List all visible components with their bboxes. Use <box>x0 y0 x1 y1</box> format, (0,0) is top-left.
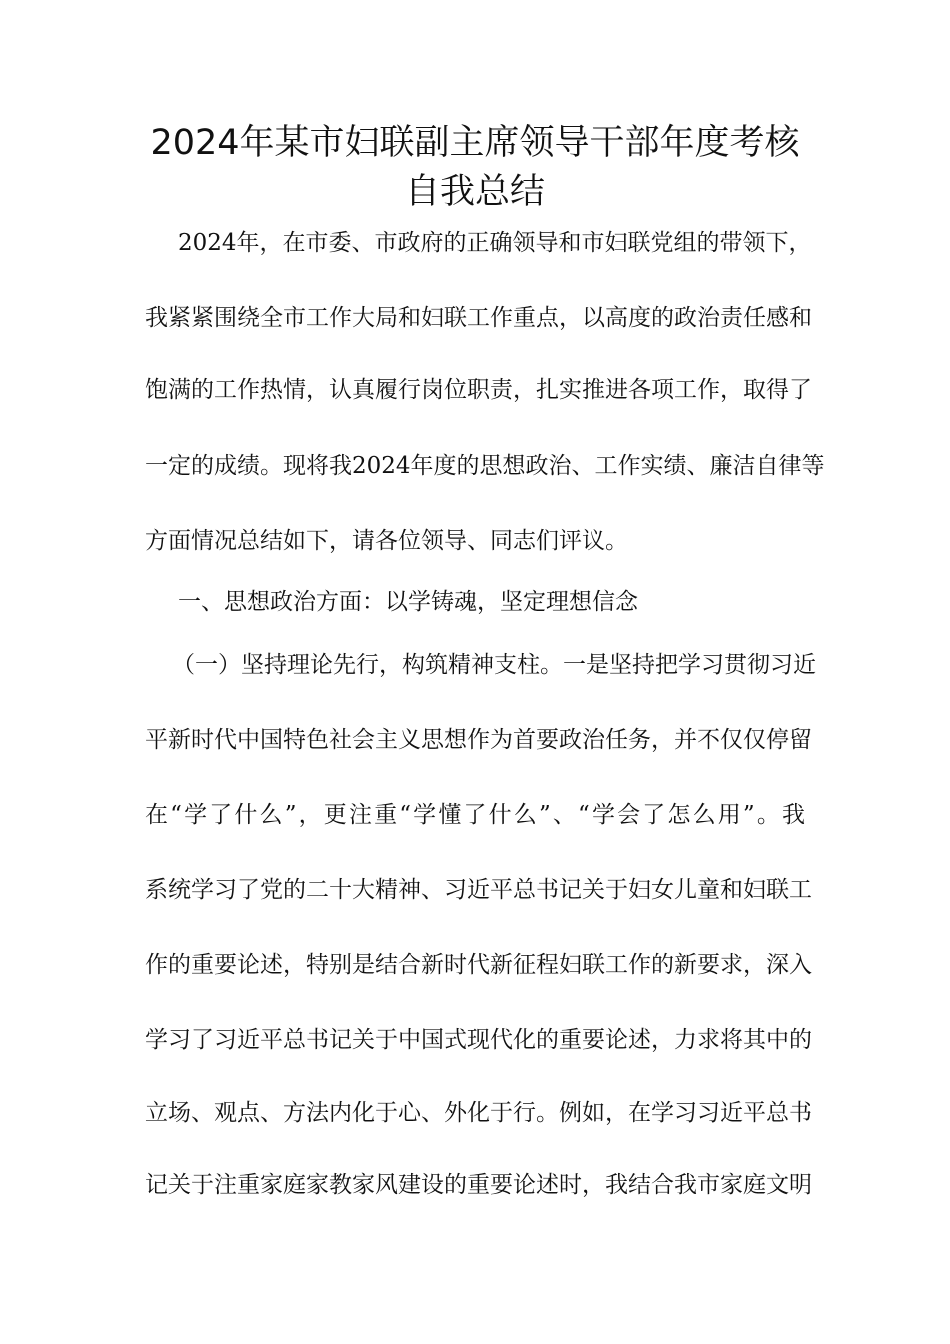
title-line-1: 2024年某市妇联副主席领导干部年度考核 <box>150 123 800 163</box>
section-heading: 一、思想政治方面：以学铸魂，坚定理想信念 <box>178 589 638 615</box>
body-line: 记关于注重家庭家教家风建设的重要论述时，我结合我市家庭文明 <box>145 1172 812 1198</box>
body-line: （一）坚持理论先行，构筑精神支柱。一是坚持把学习贯彻习近 <box>172 652 816 678</box>
body-line: 学习了习近平总书记关于中国式现代化的重要论述，力求将其中的 <box>145 1027 812 1053</box>
body-line: 系统学习了党的二十大精神、习近平总书记关于妇女儿童和妇联工 <box>145 877 812 903</box>
body-line: 方面情况总结如下，请各位领导、同志们评议。 <box>145 528 628 554</box>
title-line-2: 自我总结 <box>404 172 545 212</box>
body-line: 饱满的工作热情，认真履行岗位职责，扎实推进各项工作，取得了 <box>145 377 812 403</box>
body-line: 2024年，在市委、市政府的正确领导和市妇联党组的带领下， <box>178 230 812 256</box>
body-line: 一定的成绩。现将我2024年度的思想政治、工作实绩、廉洁自律等 <box>145 453 825 479</box>
body-line: 平新时代中国特色社会主义思想作为首要政治任务，并不仅仅停留 <box>145 727 812 753</box>
body-line: 作的重要论述，特别是结合新时代新征程妇联工作的新要求，深入 <box>145 952 812 978</box>
body-line: 我紧紧围绕全市工作大局和妇联工作重点，以高度的政治责任感和 <box>145 305 812 331</box>
body-line: 立场、观点、方法内化于心、外化于行。例如，在学习习近平总书 <box>145 1100 812 1126</box>
body-line: 在“学了什么”，更注重“学懂了什么”、“学会了怎么用”。我 <box>145 802 805 828</box>
